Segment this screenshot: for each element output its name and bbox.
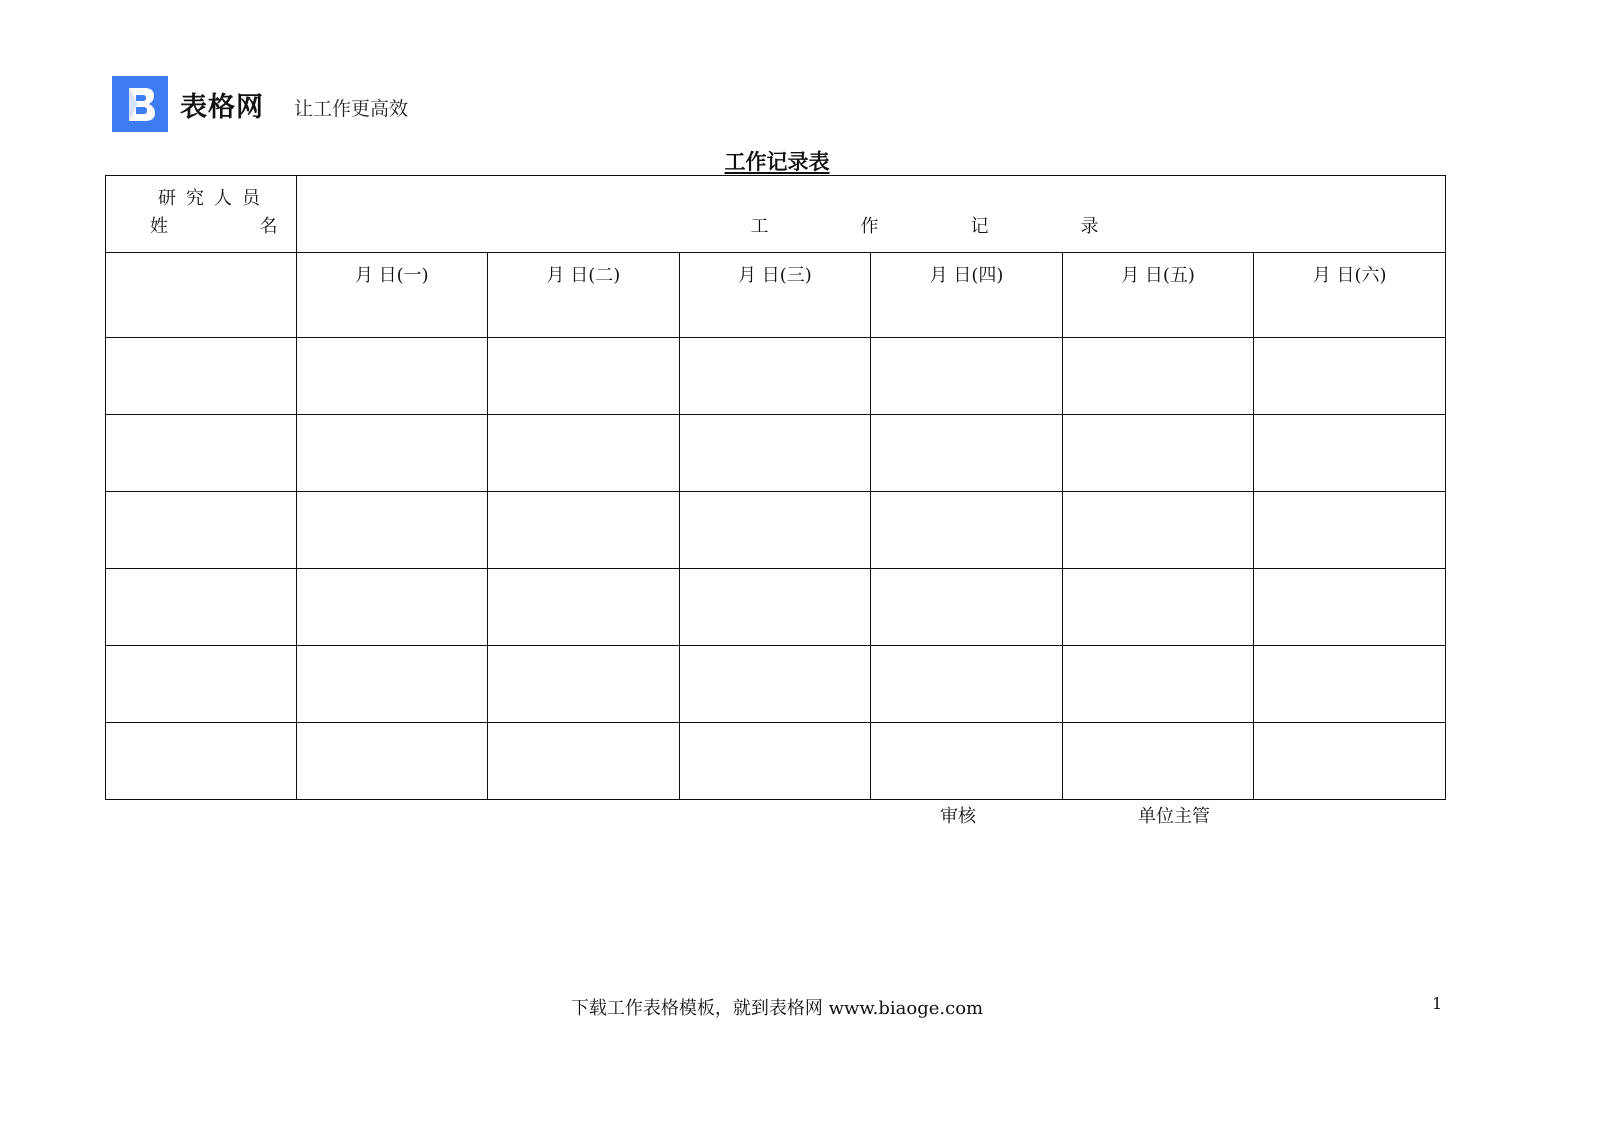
name-cell[interactable] (106, 492, 297, 569)
work-record-header (296, 176, 1445, 253)
record-cell[interactable] (1062, 338, 1254, 415)
table-row (106, 646, 1446, 723)
work-record-char: 录 (1080, 216, 1099, 237)
record-cell[interactable] (1254, 569, 1446, 646)
record-cell[interactable] (1254, 723, 1446, 800)
record-cell[interactable] (871, 646, 1063, 723)
record-cell[interactable] (679, 723, 871, 800)
table-row (106, 569, 1446, 646)
name-label-left: 姓 (150, 216, 168, 237)
day-column-header: 月 日(二) (488, 253, 680, 338)
table-header-row (106, 176, 1446, 253)
name-cell[interactable] (106, 338, 297, 415)
name-cell[interactable] (106, 569, 297, 646)
record-cell[interactable] (1062, 569, 1254, 646)
footer-text: 下载工作表格模板，就到表格网 www.biaoge.com (570, 998, 984, 1019)
document-title: 工作记录表 (724, 150, 830, 174)
record-cell[interactable] (296, 492, 488, 569)
work-record-label (751, 212, 1191, 238)
record-rows (106, 338, 1446, 800)
table-row (106, 723, 1446, 800)
record-cell[interactable] (1062, 646, 1254, 723)
record-cell[interactable] (488, 492, 680, 569)
name-cell[interactable] (106, 415, 297, 492)
day-column-header: 月 日(一) (296, 253, 488, 338)
brand-slogan: 让工作更高效 (294, 97, 409, 120)
record-cell[interactable] (296, 723, 488, 800)
day-column-header: 月 日(四) (871, 253, 1063, 338)
name-cell[interactable] (106, 723, 297, 800)
day-column-header: 月 日(五) (1062, 253, 1254, 338)
record-cell[interactable] (488, 646, 680, 723)
work-record-char: 记 (970, 216, 989, 237)
researcher-name-header (106, 176, 297, 253)
name-cell[interactable] (106, 253, 297, 338)
record-cell[interactable] (679, 646, 871, 723)
review-label: 审核 (940, 806, 976, 827)
record-cell[interactable] (488, 569, 680, 646)
name-label-right: 名 (259, 216, 278, 237)
day-column-header: 月 日(三) (679, 253, 871, 338)
record-cell[interactable] (679, 569, 871, 646)
work-record-char: 作 (860, 216, 879, 237)
brand-name: 表格网 (180, 91, 264, 123)
record-cell[interactable] (296, 569, 488, 646)
day-header-row (106, 253, 1446, 338)
table-row (106, 492, 1446, 569)
biaoge-logo-icon (112, 76, 168, 132)
researcher-label: 研究人员 (158, 188, 270, 209)
record-cell[interactable] (1062, 723, 1254, 800)
record-cell[interactable] (679, 492, 871, 569)
supervisor-label: 单位主管 (1138, 806, 1210, 827)
record-cell[interactable] (1254, 338, 1446, 415)
record-cell[interactable] (488, 415, 680, 492)
brand-header (112, 76, 408, 132)
record-cell[interactable] (296, 338, 488, 415)
record-cell[interactable] (296, 415, 488, 492)
record-cell[interactable] (871, 338, 1063, 415)
record-cell[interactable] (1254, 492, 1446, 569)
record-cell[interactable] (871, 492, 1063, 569)
record-cell[interactable] (488, 338, 680, 415)
record-cell[interactable] (1062, 415, 1254, 492)
record-cell[interactable] (488, 723, 680, 800)
table-row (106, 415, 1446, 492)
record-cell[interactable] (1254, 646, 1446, 723)
record-cell[interactable] (871, 723, 1063, 800)
record-cell[interactable] (679, 415, 871, 492)
work-record-table (105, 175, 1446, 800)
record-cell[interactable] (871, 569, 1063, 646)
record-cell[interactable] (679, 338, 871, 415)
name-cell[interactable] (106, 646, 297, 723)
work-record-char: 工 (750, 216, 769, 237)
page-number: 1 (1432, 994, 1443, 1013)
day-column-header: 月 日(六) (1254, 253, 1446, 338)
record-cell[interactable] (1254, 415, 1446, 492)
record-cell[interactable] (296, 646, 488, 723)
record-cell[interactable] (1062, 492, 1254, 569)
table-row (106, 338, 1446, 415)
record-cell[interactable] (871, 415, 1063, 492)
